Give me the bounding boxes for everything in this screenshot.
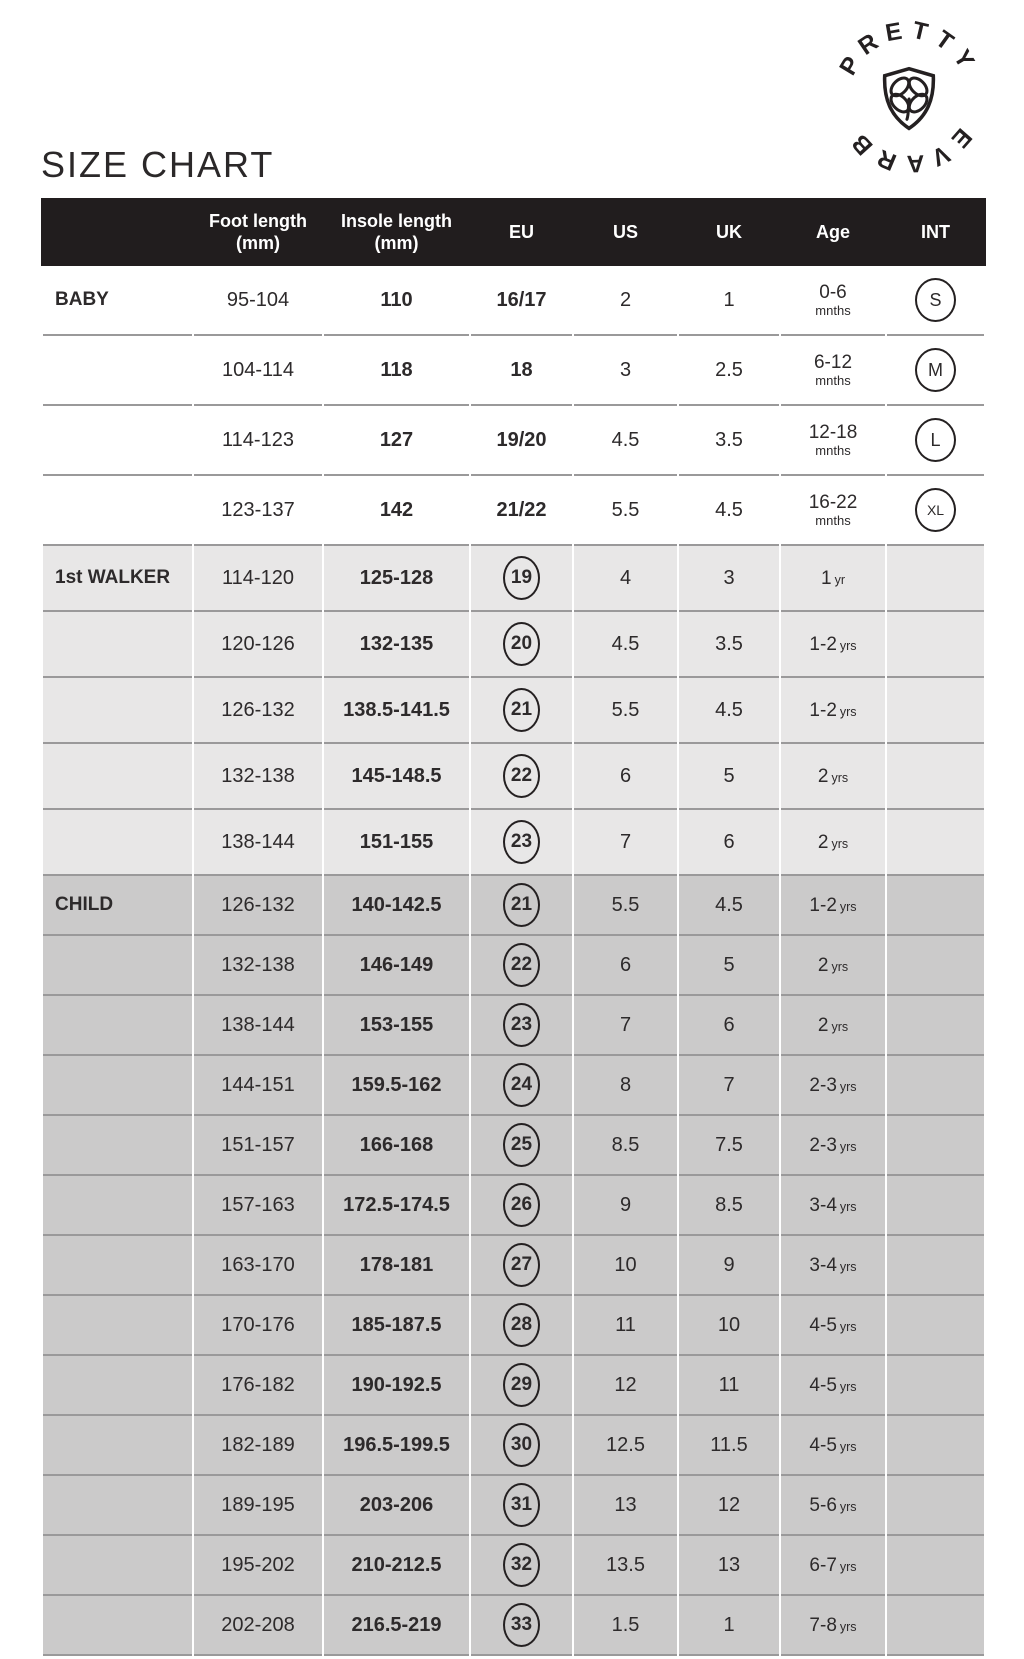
age-unit: yrs (839, 1379, 857, 1394)
age-value: 6-12 (813, 352, 853, 374)
age-unit: yrs (839, 1499, 857, 1514)
eu-size-cell (471, 994, 572, 1054)
age-unit: yrs (839, 1199, 857, 1214)
row-label (43, 808, 192, 874)
uk-size-cell: 4.5 (679, 874, 779, 934)
int-size-circle: XL (915, 488, 956, 532)
foot-length-cell: 163-170 (194, 1234, 322, 1294)
age-unit: yrs (831, 1019, 849, 1034)
age-unit: mnths (815, 302, 851, 318)
row-label: 1st WALKER (43, 544, 192, 610)
age-cell (781, 474, 885, 544)
row-label: BABY (43, 266, 192, 334)
age-value: 1-2 (809, 699, 837, 721)
row-label (43, 1054, 192, 1114)
header-cell-eu: EU (508, 221, 534, 242)
foot-length-cell: 95-104 (194, 266, 322, 334)
age-value: 6-7 (809, 1554, 837, 1576)
us-size-cell: 7 (574, 808, 677, 874)
age-cell (781, 334, 885, 404)
insole-length-cell: 210-212.5 (324, 1534, 469, 1594)
eu-size-circle: 28 (503, 1303, 540, 1347)
row-label (43, 1234, 192, 1294)
int-size-cell (887, 1114, 984, 1174)
uk-size-cell: 4.5 (679, 474, 779, 544)
table-row (43, 1474, 984, 1534)
table-row (43, 676, 984, 742)
row-label (43, 1414, 192, 1474)
int-size-cell (887, 266, 984, 334)
int-size-cell (887, 1534, 984, 1594)
row-label (43, 934, 192, 994)
foot-length-cell: 120-126 (194, 610, 322, 676)
us-size-cell: 7 (574, 994, 677, 1054)
us-size-cell: 5.5 (574, 874, 677, 934)
age-unit: yrs (831, 770, 849, 785)
us-size-cell: 6 (574, 934, 677, 994)
us-size-cell: 8.5 (574, 1114, 677, 1174)
eu-size-circle: 27 (503, 1243, 540, 1287)
int-size-circle: M (915, 348, 956, 392)
insole-length-cell: 110 (324, 266, 469, 334)
eu-size-cell (471, 1054, 572, 1114)
age-value: 2 (817, 765, 829, 787)
eu-size-cell (471, 1354, 572, 1414)
insole-length-cell: 151-155 (324, 808, 469, 874)
age-cell (781, 1294, 885, 1354)
age-value: 3-4 (809, 1254, 837, 1276)
foot-length-cell: 170-176 (194, 1294, 322, 1354)
us-size-cell: 12.5 (574, 1414, 677, 1474)
age-unit: mnths (815, 442, 851, 458)
eu-size-cell (471, 742, 572, 808)
age-unit: yr (834, 572, 845, 587)
int-size-cell (887, 676, 984, 742)
us-size-cell: 4.5 (574, 610, 677, 676)
us-size-cell: 12 (574, 1354, 677, 1414)
foot-length-cell: 132-138 (194, 934, 322, 994)
foot-length-cell: 144-151 (194, 1054, 322, 1114)
logo-text-brave: EVARB (841, 122, 977, 178)
header-cell-us: US (612, 221, 638, 242)
insole-length-cell: 127 (324, 404, 469, 474)
age-unit: yrs (839, 1139, 857, 1154)
table-header (41, 198, 986, 266)
foot-length-cell: 138-144 (194, 808, 322, 874)
age-value: 1-2 (809, 894, 837, 916)
int-size-cell (887, 934, 984, 994)
table-row (43, 1054, 984, 1114)
age-cell (781, 1354, 885, 1414)
size-chart (41, 198, 986, 1656)
eu-size-cell (471, 544, 572, 610)
age-cell (781, 1174, 885, 1234)
foot-length-cell: 126-132 (194, 676, 322, 742)
row-label (43, 1534, 192, 1594)
row-label (43, 994, 192, 1054)
table-row (43, 1234, 984, 1294)
age-cell (781, 610, 885, 676)
insole-length-cell: 132-135 (324, 610, 469, 676)
age-value: 4-5 (809, 1434, 837, 1456)
age-value: 2 (817, 1014, 829, 1036)
us-size-cell: 10 (574, 1234, 677, 1294)
uk-size-cell: 5 (679, 742, 779, 808)
age-unit: yrs (839, 1259, 857, 1274)
size-table (41, 266, 986, 1656)
uk-size-cell: 13 (679, 1534, 779, 1594)
age-cell (781, 1114, 885, 1174)
eu-size-circle: 24 (503, 1063, 540, 1107)
uk-size-cell: 5 (679, 934, 779, 994)
age-value: 1-2 (809, 633, 837, 655)
age-cell (781, 934, 885, 994)
foot-length-cell: 182-189 (194, 1414, 322, 1474)
foot-length-cell: 138-144 (194, 994, 322, 1054)
eu-size-cell (471, 1474, 572, 1534)
us-size-cell: 5.5 (574, 676, 677, 742)
insole-length-cell: 142 (324, 474, 469, 544)
eu-size-cell: 21/22 (471, 474, 572, 544)
insole-length-cell: 125-128 (324, 544, 469, 610)
pretty-brave-logo-svg (826, 14, 992, 180)
uk-size-cell: 3 (679, 544, 779, 610)
foot-length-cell: 132-138 (194, 742, 322, 808)
table-row (43, 742, 984, 808)
age-unit: yrs (839, 1319, 857, 1334)
age-unit: yrs (839, 638, 857, 653)
eu-size-cell (471, 1594, 572, 1656)
table-row (43, 874, 984, 934)
uk-size-cell: 2.5 (679, 334, 779, 404)
age-value: 2-3 (809, 1134, 837, 1156)
eu-size-cell: 16/17 (471, 266, 572, 334)
foot-length-cell: 123-137 (194, 474, 322, 544)
insole-length-cell: 145-148.5 (324, 742, 469, 808)
insole-length-cell: 118 (324, 334, 469, 404)
table-row (43, 1414, 984, 1474)
int-size-circle: S (915, 278, 956, 322)
table-row (43, 1174, 984, 1234)
int-size-cell (887, 742, 984, 808)
row-label (43, 1474, 192, 1534)
age-cell (781, 1234, 885, 1294)
uk-size-cell: 8.5 (679, 1174, 779, 1234)
age-value: 4-5 (809, 1314, 837, 1336)
pretty-brave-logo (826, 14, 992, 180)
table-row (43, 808, 984, 874)
us-size-cell: 9 (574, 1174, 677, 1234)
int-size-cell (887, 874, 984, 934)
eu-size-circle: 33 (503, 1603, 540, 1647)
table-row (43, 994, 984, 1054)
age-value: 1 (821, 567, 832, 589)
age-value: 2 (817, 954, 829, 976)
foot-length-cell: 114-120 (194, 544, 322, 610)
us-size-cell: 2 (574, 266, 677, 334)
int-size-cell (887, 544, 984, 610)
eu-size-cell (471, 1174, 572, 1234)
uk-size-cell: 11 (679, 1354, 779, 1414)
age-value: 7-8 (809, 1614, 837, 1636)
int-size-cell (887, 1234, 984, 1294)
row-label: CHILD (43, 874, 192, 934)
table-row (43, 1594, 984, 1656)
insole-length-cell: 166-168 (324, 1114, 469, 1174)
int-size-cell (887, 1354, 984, 1414)
eu-size-cell: 18 (471, 334, 572, 404)
age-cell (781, 1534, 885, 1594)
eu-size-cell (471, 808, 572, 874)
row-label (43, 474, 192, 544)
int-size-circle: L (915, 418, 956, 462)
uk-size-cell: 12 (679, 1474, 779, 1534)
int-size-cell (887, 808, 984, 874)
age-value: 16-22 (808, 492, 858, 514)
table-row (43, 1354, 984, 1414)
row-label (43, 1114, 192, 1174)
eu-size-circle: 22 (503, 754, 540, 798)
foot-length-cell: 126-132 (194, 874, 322, 934)
eu-size-cell (471, 1234, 572, 1294)
header-cell-age: Age (815, 221, 850, 242)
age-cell (781, 1474, 885, 1534)
uk-size-cell: 3.5 (679, 610, 779, 676)
insole-length-cell: 172.5-174.5 (324, 1174, 469, 1234)
age-cell (781, 874, 885, 934)
us-size-cell: 13.5 (574, 1534, 677, 1594)
row-label (43, 676, 192, 742)
uk-size-cell: 7 (679, 1054, 779, 1114)
header-cell-foot-length: Foot length (mm) (209, 210, 307, 253)
eu-size-cell (471, 1294, 572, 1354)
insole-length-cell: 190-192.5 (324, 1354, 469, 1414)
us-size-cell: 1.5 (574, 1594, 677, 1656)
table-row (43, 404, 984, 474)
age-cell (781, 1594, 885, 1656)
row-label (43, 1354, 192, 1414)
foot-length-cell: 114-123 (194, 404, 322, 474)
insole-length-cell: 138.5-141.5 (324, 676, 469, 742)
uk-size-cell: 6 (679, 994, 779, 1054)
foot-length-cell: 195-202 (194, 1534, 322, 1594)
table-row (43, 266, 984, 334)
header-cell-int: INT (921, 221, 950, 242)
age-unit: yrs (839, 1439, 857, 1454)
table-row (43, 1114, 984, 1174)
eu-size-circle: 31 (503, 1483, 540, 1527)
int-size-cell (887, 1174, 984, 1234)
eu-size-circle: 23 (503, 1003, 540, 1047)
int-size-cell (887, 610, 984, 676)
size-table-body (43, 266, 984, 1656)
us-size-cell: 5.5 (574, 474, 677, 544)
eu-size-cell (471, 1114, 572, 1174)
int-size-cell (887, 334, 984, 404)
insole-length-cell: 159.5-162 (324, 1054, 469, 1114)
age-value: 5-6 (809, 1494, 837, 1516)
eu-size-cell: 19/20 (471, 404, 572, 474)
us-size-cell: 13 (574, 1474, 677, 1534)
int-size-cell (887, 404, 984, 474)
foot-length-cell: 189-195 (194, 1474, 322, 1534)
age-value: 3-4 (809, 1194, 837, 1216)
eu-size-circle: 22 (503, 943, 540, 987)
age-unit: yrs (839, 1619, 857, 1634)
foot-length-cell: 202-208 (194, 1594, 322, 1656)
insole-length-cell: 140-142.5 (324, 874, 469, 934)
eu-size-circle: 20 (503, 622, 540, 666)
uk-size-cell: 1 (679, 266, 779, 334)
uk-size-cell: 9 (679, 1234, 779, 1294)
header-cell-insole-length: Insole length (mm) (340, 210, 452, 253)
foot-length-cell: 151-157 (194, 1114, 322, 1174)
row-label (43, 742, 192, 808)
age-cell (781, 676, 885, 742)
page-title: SIZE CHART (41, 144, 275, 185)
age-unit: yrs (839, 704, 857, 719)
int-size-cell (887, 1294, 984, 1354)
int-size-cell (887, 1474, 984, 1534)
uk-size-cell: 3.5 (679, 404, 779, 474)
int-size-cell (887, 994, 984, 1054)
int-size-cell (887, 1054, 984, 1114)
row-label (43, 1594, 192, 1656)
age-unit: mnths (815, 372, 851, 388)
eu-size-circle: 23 (503, 820, 540, 864)
insole-length-cell: 185-187.5 (324, 1294, 469, 1354)
age-cell (781, 266, 885, 334)
insole-length-cell: 196.5-199.5 (324, 1414, 469, 1474)
row-label (43, 1174, 192, 1234)
int-size-cell (887, 1594, 984, 1656)
uk-size-cell: 1 (679, 1594, 779, 1656)
insole-length-cell: 146-149 (324, 934, 469, 994)
eu-size-cell (471, 1534, 572, 1594)
eu-size-cell (471, 610, 572, 676)
eu-size-cell (471, 676, 572, 742)
table-row (43, 334, 984, 404)
eu-size-circle: 25 (503, 1123, 540, 1167)
table-row (43, 1294, 984, 1354)
insole-length-cell: 178-181 (324, 1234, 469, 1294)
foot-length-cell: 157-163 (194, 1174, 322, 1234)
us-size-cell: 3 (574, 334, 677, 404)
eu-size-circle: 30 (503, 1423, 540, 1467)
age-cell (781, 404, 885, 474)
eu-size-cell (471, 1414, 572, 1474)
row-label (43, 404, 192, 474)
age-value: 4-5 (809, 1374, 837, 1396)
foot-length-cell: 176-182 (194, 1354, 322, 1414)
insole-length-cell: 216.5-219 (324, 1594, 469, 1656)
row-label (43, 1294, 192, 1354)
eu-size-cell (471, 934, 572, 994)
table-row (43, 934, 984, 994)
age-value: 2-3 (809, 1074, 837, 1096)
age-unit: yrs (831, 959, 849, 974)
eu-size-cell (471, 874, 572, 934)
us-size-cell: 8 (574, 1054, 677, 1114)
uk-size-cell: 7.5 (679, 1114, 779, 1174)
age-value: 2 (817, 831, 829, 853)
row-label (43, 610, 192, 676)
age-cell (781, 994, 885, 1054)
age-unit: mnths (815, 512, 851, 528)
eu-size-circle: 19 (503, 556, 540, 600)
table-row (43, 544, 984, 610)
age-unit: yrs (839, 899, 857, 914)
age-cell (781, 808, 885, 874)
age-unit: yrs (839, 1079, 857, 1094)
int-size-cell (887, 1414, 984, 1474)
us-size-cell: 6 (574, 742, 677, 808)
logo-text-pretty: PRETTY (834, 16, 984, 81)
eu-size-circle: 32 (503, 1543, 540, 1587)
int-size-cell (887, 474, 984, 544)
us-size-cell: 4.5 (574, 404, 677, 474)
uk-size-cell: 10 (679, 1294, 779, 1354)
uk-size-cell: 4.5 (679, 676, 779, 742)
age-cell (781, 742, 885, 808)
age-value: 0-6 (819, 282, 847, 304)
us-size-cell: 4 (574, 544, 677, 610)
uk-size-cell: 11.5 (679, 1414, 779, 1474)
insole-length-cell: 203-206 (324, 1474, 469, 1534)
age-cell (781, 1054, 885, 1114)
row-label (43, 334, 192, 404)
eu-size-circle: 21 (503, 883, 540, 927)
eu-size-circle: 29 (503, 1363, 540, 1407)
eu-size-circle: 26 (503, 1183, 540, 1227)
table-row (43, 1534, 984, 1594)
age-unit: yrs (839, 1559, 857, 1574)
insole-length-cell: 153-155 (324, 994, 469, 1054)
foot-length-cell: 104-114 (194, 334, 322, 404)
age-cell (781, 544, 885, 610)
table-row (43, 474, 984, 544)
header-cell-uk: UK (716, 221, 742, 242)
age-value: 12-18 (808, 422, 858, 444)
uk-size-cell: 6 (679, 808, 779, 874)
age-unit: yrs (831, 836, 849, 851)
eu-size-circle: 21 (503, 688, 540, 732)
age-cell (781, 1414, 885, 1474)
table-row (43, 610, 984, 676)
us-size-cell: 11 (574, 1294, 677, 1354)
